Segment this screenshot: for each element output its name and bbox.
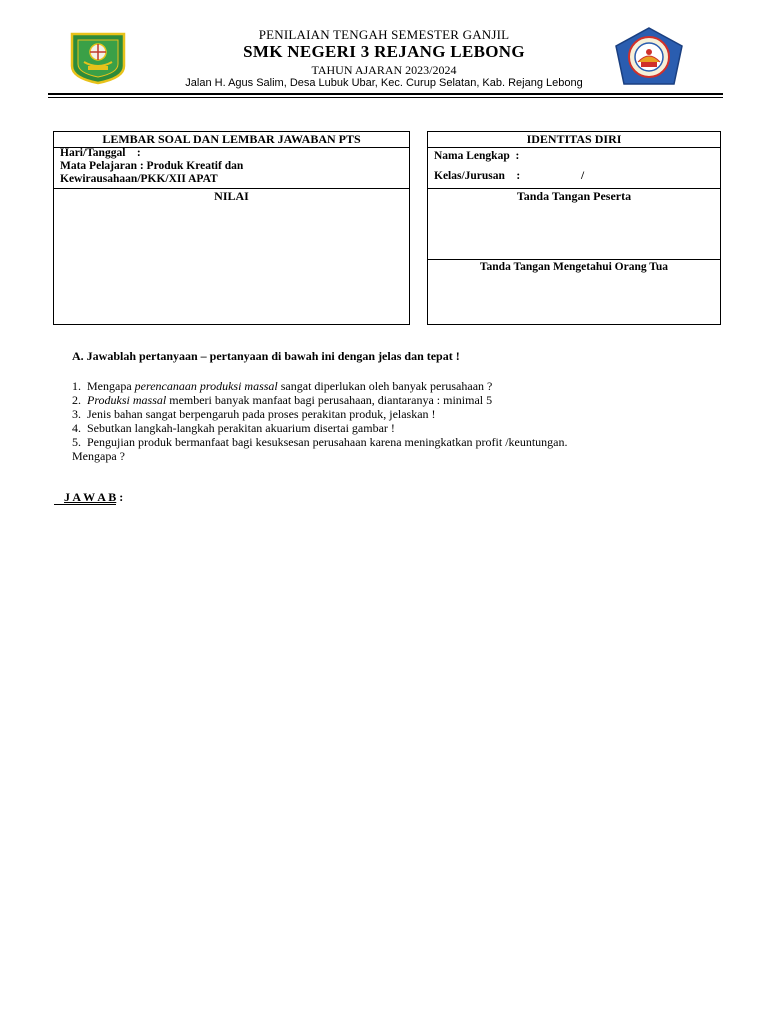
identity-title: IDENTITAS DIRI <box>526 132 622 146</box>
instruction-text: A. Jawablah pertanyaan – pertanyaan di bawah ini dengan jelas dan tepat ! <box>72 349 460 363</box>
exam-info-box <box>53 131 410 325</box>
class-major-field[interactable]: Kelas/Jurusan : <box>434 170 521 182</box>
school-address: Jalan H. Agus Salim, Desa Lubuk Ubar, Kec. Curup Selatan, Kab. Rejang Lebong <box>185 77 583 89</box>
full-name-field[interactable]: Nama Lengkap : <box>434 150 520 162</box>
identity-box <box>427 131 721 325</box>
class-slash: / <box>581 170 585 182</box>
answer-heading <box>54 490 123 505</box>
question-2: 2. Produksi massal memberi banyak manfaat bagi perusahaan, diantaranya : minimal 5 <box>72 393 493 407</box>
question-1: 1. Mengapa perencanaan produksi massal sangat diperlukan oleh banyak perusahaan ? <box>72 379 493 393</box>
header-rule-thick <box>48 93 723 95</box>
question-3: 3. Jenis bahan sangat berpengaruh pada proses perakitan produk, jelaskan ! <box>72 407 436 421</box>
answer-label: J A W A B <box>54 491 116 505</box>
parent-signature-label: Tanda Tangan Mengetahui Orang Tua <box>479 261 669 273</box>
score-label: NILAI <box>214 189 249 203</box>
divider <box>428 147 720 148</box>
academic-year: TAHUN AJARAN 2023/2024 <box>311 63 457 77</box>
question-5-cont: Mengapa ? <box>72 449 125 463</box>
student-signature-label: Tanda Tangan Peserta <box>516 189 632 203</box>
question-5: 5. Pengujian produk bermanfaat bagi kesuksesan perusahaan karena meningkatkan profit /keuntungan. <box>72 435 568 449</box>
school-name: SMK NEGERI 3 REJANG LEBONG <box>243 42 525 61</box>
answer-colon: : <box>116 490 124 504</box>
question-4: 4. Sebutkan langkah-langkah perakitan akuarium disertai gambar ! <box>72 421 395 435</box>
subject-field: Mata Pelajaran : Produk Kreatif dan <box>60 160 244 172</box>
subject-field-cont: Kewirausahaan/PKK/XII APAT <box>60 173 218 185</box>
header-rule-thin <box>48 97 723 98</box>
exam-info-title: LEMBAR SOAL DAN LEMBAR JAWABAN PTS <box>102 132 361 146</box>
date-field[interactable]: Hari/Tanggal : <box>60 147 141 159</box>
exam-title: PENILAIAN TENGAH SEMESTER GANJIL <box>258 27 510 42</box>
